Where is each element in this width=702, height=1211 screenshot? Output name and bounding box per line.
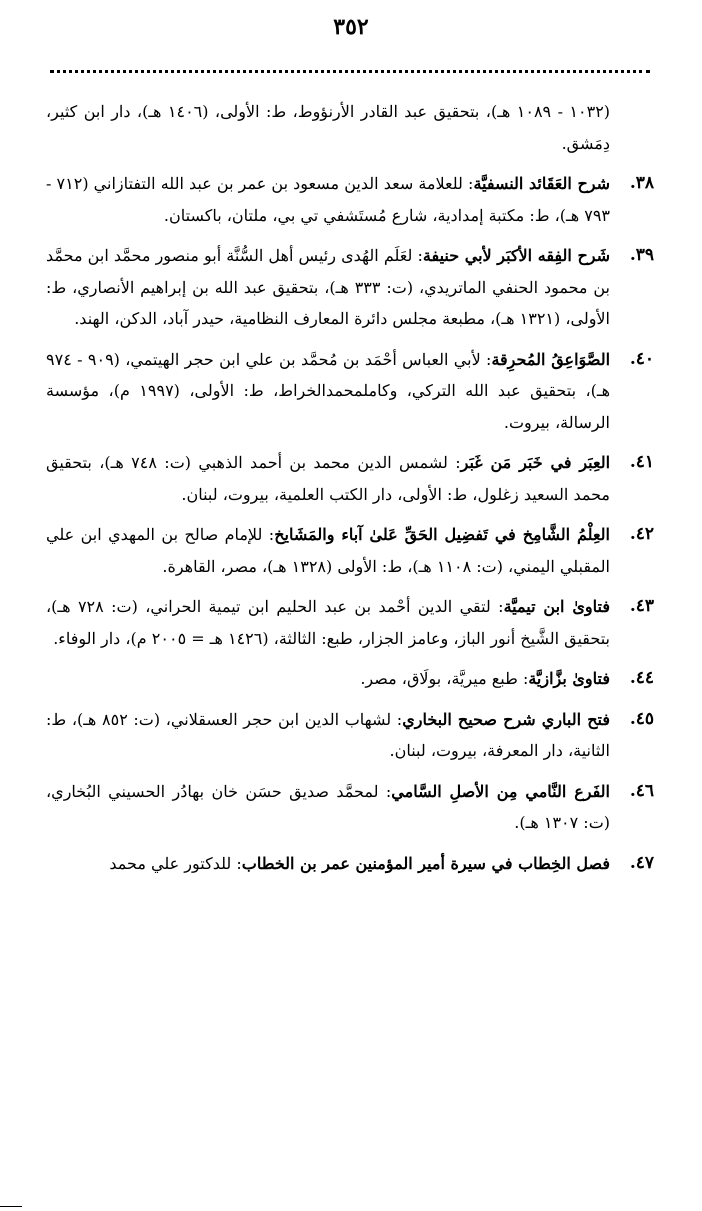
entry-number: ٣٨. [629, 173, 654, 193]
entry-title: الفَرع النَّامي مِن الأصلِ السَّامي [391, 781, 610, 801]
entry-text [46, 704, 610, 767]
list-item [46, 96, 654, 159]
entry-title: فتاوىٰ ابن تيميَّة [503, 597, 610, 616]
bibliography-list [46, 96, 654, 888]
entry-text [46, 776, 610, 839]
entry-details: : طبع ميريَّة، بولَاق، مصر. [360, 669, 529, 688]
entry-text [46, 591, 610, 654]
entry-title: العِبَر في خَبَر مَن غَبَر [460, 453, 611, 472]
entry-number: ٣٩. [629, 245, 654, 265]
entry-number: ٤٠. [629, 348, 654, 369]
entry-number: ٤١. [629, 452, 654, 472]
entry-title: شرح العَقَائد النسفيَّة [473, 174, 611, 193]
entry-text [46, 519, 610, 582]
entry-details: : للإمام صالح بن المهدي ابن علي المقبلي اليمني، (ت: ١١٠٨ هـ)، ط: الأولى (١٣٢٨ هـ)، مصر، القاهرة. [46, 525, 610, 576]
list-item [46, 168, 654, 231]
list-item [46, 776, 654, 839]
entry-number: ٤٤. [629, 668, 654, 688]
list-item [46, 519, 654, 582]
entry-number: ٤٥. [629, 708, 654, 729]
entry-details: : لتقي الدين أحْمد بن عبد الحليم ابن تيمية الحراني، (ت: ٧٢٨ هـ)، بتحقيق الشَّيخ أنور الباز، وعامز الجزار، طبع: الثالثة، (١٤٢٦ هـ = ٢٠٠٥ م)، دار الوفاء. [46, 597, 610, 648]
entry-details: : للعلامة سعد الدين مسعود بن عمر بن عبد الله التفتازاني (٧١٢ - ٧٩٣ هـ)، ط: مكتبة إمدادية، شارع مُستَشفي تي بي، ملتان، باكستان. [46, 174, 610, 225]
entry-title: فتح الباري شرح صحيح البخاري [402, 709, 611, 729]
list-item [46, 344, 654, 439]
scan-edge-mark [0, 1206, 22, 1207]
entry-title: العِلْمُ الشَّامِخ في تَفضِيل الحَقِّ عَلىٰ آباء والمَشَايخ [274, 525, 611, 544]
entry-title: شَرح الفِقه الأكبَر لأبي حنيفة [422, 246, 611, 265]
entry-details: : لشهاب الدين ابن حجر العسقلاني، (ت: ٨٥٢ هـ)، ط: الثانية، دار المعرفة، بيروت، لبنان. [46, 709, 610, 760]
entry-text [46, 168, 610, 231]
entry-text [46, 663, 610, 695]
list-item [46, 663, 654, 695]
list-item [46, 704, 654, 767]
entry-number: ٤٢. [629, 524, 654, 544]
entry-number: ٤٧. [629, 852, 654, 873]
entry-details: : لمحمَّد صديق حسَن خان بهادُر الحسيني البُخاري، (ت: ١٣٠٧ هـ). [46, 781, 610, 832]
entry-text [46, 848, 610, 880]
entry-title: الصَّوَاعِقُ المُحرِقة [491, 349, 611, 369]
entry-text [46, 344, 610, 439]
entry-details: : لعَلَم الهُدى رئيس أهل السُّنَّة أبو منصور محمَّد ابن محمَّد بن محمود الحنفي الماتريدي، (ت: ٣٣٣ هـ)، بتحقيق عبد الله بن إبراهيم الأنصاري، ط: الأولى، (١٣٢١ هـ)، مطبعة مجلس دائرة المعارف النظامية، حيدر آباد، الدكن، الهند. [46, 246, 611, 328]
entry-details: : لشمس الدين محمد بن أحمد الذهبي (ت: ٧٤٨ هـ)، بتحقيق محمد السعيد زغلول، ط: الأولى، دار الكتب العلمية، بيروت، لبنان. [46, 453, 610, 504]
entry-title: فصل الخِطاب في سيرة أمير المؤمنين عمر بن الخطاب [241, 853, 610, 873]
entry-details: : لأبي العباس أحْمَد بن مُحمَّد بن علي ابن حجر الهيتمي، (٩٠٩ - ٩٧٤ هـ)، بتحقيق عبد الله التركي، وكاملمحمدالخراط، ط: الأولى، (١٩٩٧ م)، مؤسسة الرسالة، بيروت. [46, 349, 610, 432]
entry-details: : للدكتور علي محمد [109, 853, 242, 873]
entry-text [46, 96, 610, 159]
entry-text [46, 447, 610, 510]
entry-title: فتاوىٰ بزَّازيَّة [528, 669, 610, 688]
entry-details: (١٠٣٢ - ١٠٨٩ هـ)، بتحقيق عبد القادر الأرنؤوط، ط: الأولى، (١٤٠٦ هـ)، دار ابن كثير، دِمَشق. [46, 102, 611, 153]
entry-number: ٤٦. [629, 780, 654, 801]
entry-number: ٤٣. [629, 596, 654, 616]
entry-text [46, 240, 610, 335]
page-number: ٣٥٢ [333, 14, 369, 40]
list-item [46, 591, 654, 654]
list-item [46, 848, 654, 880]
list-item [46, 447, 654, 510]
header-divider [50, 70, 650, 73]
list-item [46, 240, 654, 335]
